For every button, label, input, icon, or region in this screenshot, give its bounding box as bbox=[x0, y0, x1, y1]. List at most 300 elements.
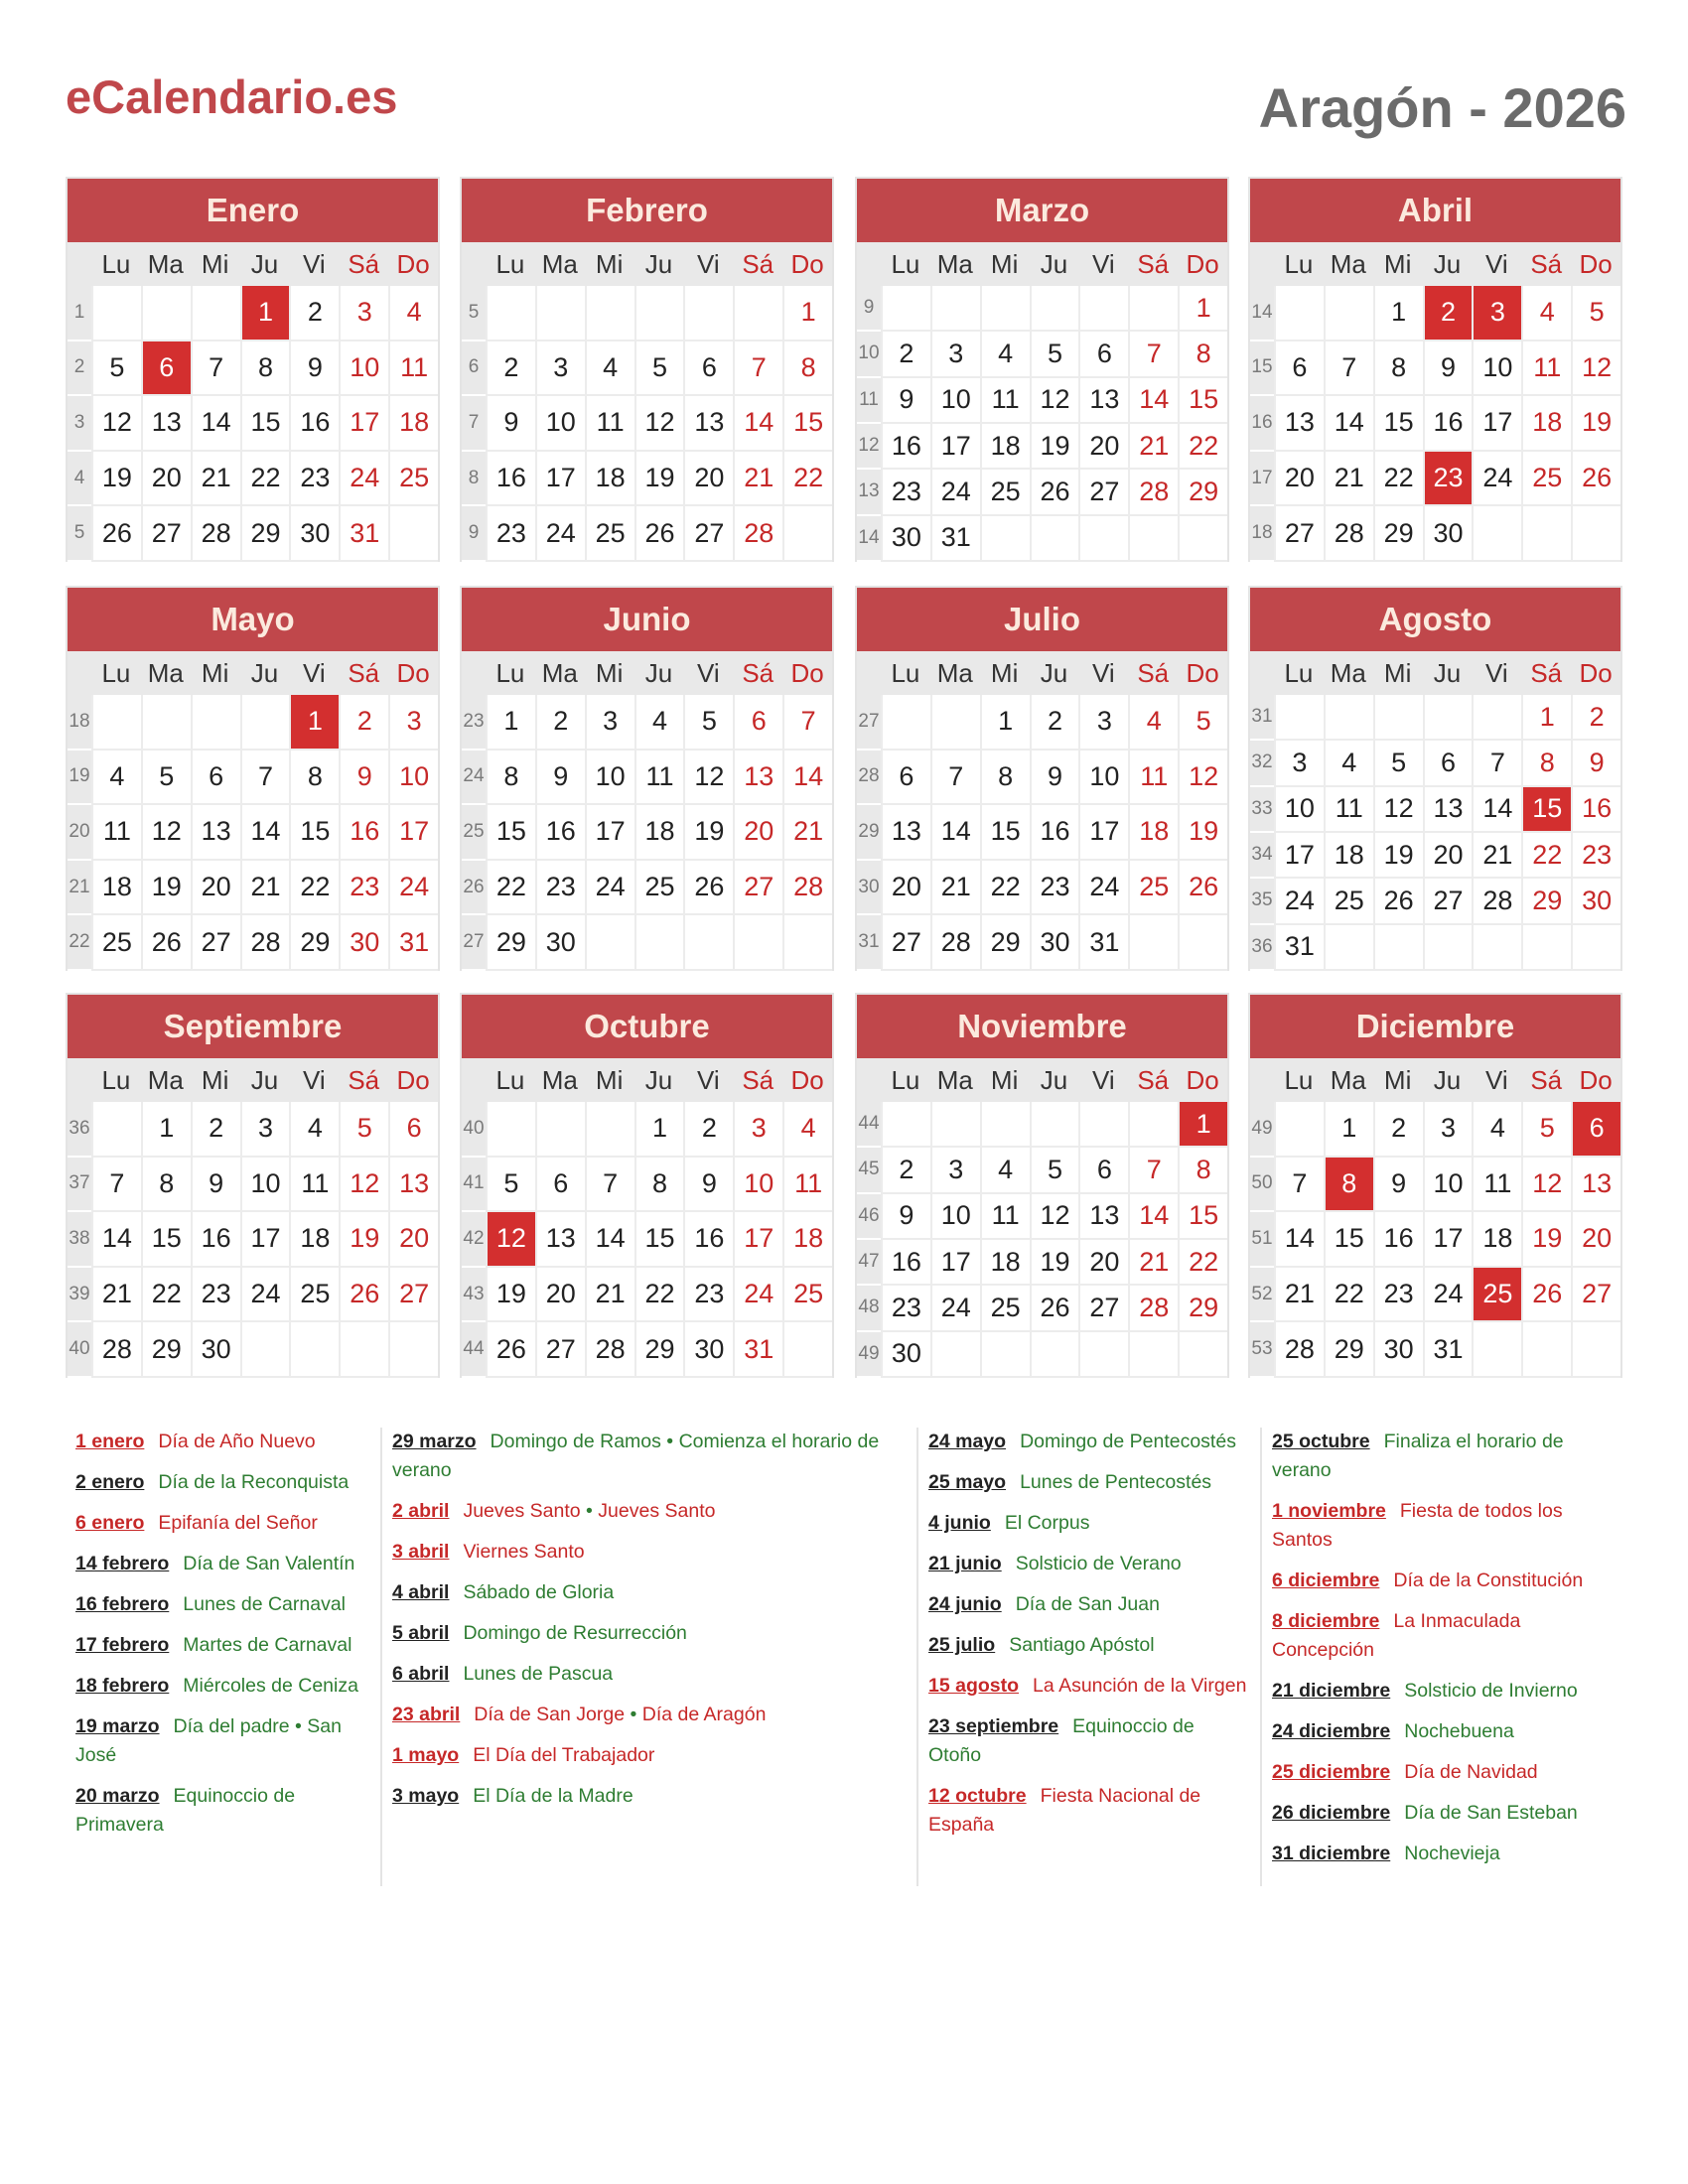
day-cell[interactable]: 11 bbox=[980, 1194, 1030, 1240]
day-cell[interactable]: 25 bbox=[1128, 861, 1178, 916]
day-cell[interactable]: 25 bbox=[980, 470, 1030, 515]
day-cell[interactable]: 13 bbox=[1078, 1194, 1128, 1240]
day-cell[interactable]: 8 bbox=[782, 341, 832, 397]
day-cell[interactable]: 29 bbox=[486, 915, 535, 971]
day-cell[interactable]: 13 bbox=[1423, 787, 1473, 833]
day-cell[interactable]: 28 bbox=[1128, 1286, 1178, 1331]
day-cell[interactable]: 7 bbox=[1274, 1158, 1324, 1213]
day-cell[interactable]: 15 bbox=[141, 1212, 191, 1268]
day-cell[interactable]: 17 bbox=[930, 1240, 980, 1286]
day-cell[interactable]: 8 bbox=[1521, 741, 1571, 786]
day-cell[interactable]: 7 bbox=[782, 695, 832, 751]
day-cell[interactable]: 16 bbox=[1030, 805, 1079, 861]
day-cell[interactable]: 5 bbox=[1030, 1148, 1079, 1193]
day-cell[interactable]: 26 bbox=[1030, 470, 1079, 515]
event-date-link[interactable]: 2 enero bbox=[75, 1471, 145, 1493]
event-date-link[interactable]: 25 julio bbox=[928, 1634, 996, 1656]
day-cell[interactable]: 8 bbox=[486, 751, 535, 806]
day-cell[interactable]: 3 bbox=[1274, 741, 1324, 786]
day-cell[interactable]: 7 bbox=[930, 751, 980, 806]
day-cell[interactable]: 26 bbox=[1178, 861, 1227, 916]
day-cell[interactable]: 12 bbox=[486, 1212, 535, 1268]
day-cell[interactable]: 15 bbox=[240, 396, 290, 452]
day-cell[interactable]: 16 bbox=[535, 805, 585, 861]
day-cell[interactable]: 7 bbox=[1128, 332, 1178, 377]
event-date-link[interactable]: 16 febrero bbox=[75, 1593, 170, 1615]
day-cell[interactable]: 24 bbox=[388, 861, 438, 916]
day-cell[interactable]: 6 bbox=[733, 695, 782, 751]
day-cell[interactable]: 18 bbox=[388, 396, 438, 452]
day-cell[interactable]: 1 bbox=[240, 286, 290, 341]
day-cell[interactable]: 27 bbox=[141, 506, 191, 562]
day-cell[interactable]: 10 bbox=[930, 1194, 980, 1240]
day-cell[interactable]: 30 bbox=[1571, 879, 1620, 924]
day-cell[interactable]: 9 bbox=[881, 1194, 930, 1240]
day-cell[interactable]: 9 bbox=[1030, 751, 1079, 806]
day-cell[interactable]: 29 bbox=[141, 1322, 191, 1378]
day-cell[interactable]: 14 bbox=[1274, 1212, 1324, 1268]
day-cell[interactable]: 6 bbox=[535, 1158, 585, 1213]
day-cell[interactable]: 20 bbox=[1078, 1240, 1128, 1286]
day-cell[interactable]: 4 bbox=[634, 695, 684, 751]
day-cell[interactable]: 31 bbox=[1423, 1322, 1473, 1378]
day-cell[interactable]: 23 bbox=[289, 452, 339, 507]
day-cell[interactable]: 4 bbox=[1324, 741, 1373, 786]
event-date-link[interactable]: 24 diciembre bbox=[1272, 1720, 1391, 1742]
day-cell[interactable]: 2 bbox=[486, 341, 535, 397]
day-cell[interactable]: 21 bbox=[1472, 833, 1521, 879]
day-cell[interactable]: 1 bbox=[289, 695, 339, 751]
day-cell[interactable]: 23 bbox=[535, 861, 585, 916]
event-date-link[interactable]: 17 febrero bbox=[75, 1634, 170, 1656]
day-cell[interactable]: 3 bbox=[585, 695, 634, 751]
day-cell[interactable]: 30 bbox=[1030, 915, 1079, 971]
day-cell[interactable]: 2 bbox=[881, 1148, 930, 1193]
day-cell[interactable]: 27 bbox=[881, 915, 930, 971]
day-cell[interactable]: 17 bbox=[585, 805, 634, 861]
day-cell[interactable]: 22 bbox=[634, 1268, 684, 1323]
day-cell[interactable]: 28 bbox=[91, 1322, 141, 1378]
day-cell[interactable]: 11 bbox=[91, 805, 141, 861]
day-cell[interactable]: 1 bbox=[486, 695, 535, 751]
day-cell[interactable]: 5 bbox=[486, 1158, 535, 1213]
day-cell[interactable]: 18 bbox=[634, 805, 684, 861]
day-cell[interactable]: 30 bbox=[683, 1322, 733, 1378]
day-cell[interactable]: 2 bbox=[1373, 1102, 1423, 1158]
day-cell[interactable]: 15 bbox=[1521, 787, 1571, 833]
day-cell[interactable]: 27 bbox=[535, 1322, 585, 1378]
day-cell[interactable]: 1 bbox=[980, 695, 1030, 751]
day-cell[interactable]: 26 bbox=[486, 1322, 535, 1378]
day-cell[interactable]: 25 bbox=[289, 1268, 339, 1323]
day-cell[interactable]: 5 bbox=[141, 751, 191, 806]
day-cell[interactable]: 21 bbox=[782, 805, 832, 861]
day-cell[interactable]: 8 bbox=[289, 751, 339, 806]
day-cell[interactable]: 17 bbox=[339, 396, 388, 452]
day-cell[interactable]: 17 bbox=[1472, 396, 1521, 452]
day-cell[interactable]: 18 bbox=[1472, 1212, 1521, 1268]
day-cell[interactable]: 18 bbox=[782, 1212, 832, 1268]
day-cell[interactable]: 23 bbox=[1571, 833, 1620, 879]
day-cell[interactable]: 1 bbox=[1373, 286, 1423, 341]
day-cell[interactable]: 26 bbox=[1571, 452, 1620, 507]
day-cell[interactable]: 20 bbox=[733, 805, 782, 861]
day-cell[interactable]: 27 bbox=[1274, 506, 1324, 562]
day-cell[interactable]: 25 bbox=[634, 861, 684, 916]
day-cell[interactable]: 28 bbox=[733, 506, 782, 562]
event-date-link[interactable]: 6 abril bbox=[392, 1663, 450, 1685]
day-cell[interactable]: 4 bbox=[782, 1102, 832, 1158]
day-cell[interactable]: 22 bbox=[240, 452, 290, 507]
day-cell[interactable]: 29 bbox=[289, 915, 339, 971]
day-cell[interactable]: 7 bbox=[585, 1158, 634, 1213]
day-cell[interactable]: 13 bbox=[1078, 378, 1128, 424]
day-cell[interactable]: 26 bbox=[683, 861, 733, 916]
event-date-link[interactable]: 19 marzo bbox=[75, 1715, 160, 1737]
day-cell[interactable]: 3 bbox=[388, 695, 438, 751]
day-cell[interactable]: 25 bbox=[1521, 452, 1571, 507]
day-cell[interactable]: 25 bbox=[91, 915, 141, 971]
day-cell[interactable]: 2 bbox=[683, 1102, 733, 1158]
day-cell[interactable]: 16 bbox=[191, 1212, 240, 1268]
day-cell[interactable]: 19 bbox=[1030, 424, 1079, 470]
day-cell[interactable]: 12 bbox=[1373, 787, 1423, 833]
day-cell[interactable]: 7 bbox=[191, 341, 240, 397]
day-cell[interactable]: 4 bbox=[91, 751, 141, 806]
day-cell[interactable]: 2 bbox=[881, 332, 930, 377]
day-cell[interactable]: 27 bbox=[388, 1268, 438, 1323]
day-cell[interactable]: 26 bbox=[141, 915, 191, 971]
event-date-link[interactable]: 29 marzo bbox=[392, 1431, 477, 1452]
day-cell[interactable]: 15 bbox=[980, 805, 1030, 861]
day-cell[interactable]: 3 bbox=[930, 332, 980, 377]
day-cell[interactable]: 21 bbox=[1274, 1268, 1324, 1323]
day-cell[interactable]: 18 bbox=[1324, 833, 1373, 879]
day-cell[interactable]: 29 bbox=[980, 915, 1030, 971]
day-cell[interactable]: 15 bbox=[486, 805, 535, 861]
day-cell[interactable]: 20 bbox=[683, 452, 733, 507]
day-cell[interactable]: 10 bbox=[1274, 787, 1324, 833]
day-cell[interactable]: 4 bbox=[980, 332, 1030, 377]
day-cell[interactable]: 22 bbox=[1178, 1240, 1227, 1286]
day-cell[interactable]: 31 bbox=[339, 506, 388, 562]
day-cell[interactable]: 19 bbox=[91, 452, 141, 507]
day-cell[interactable]: 6 bbox=[881, 751, 930, 806]
day-cell[interactable]: 4 bbox=[1472, 1102, 1521, 1158]
day-cell[interactable]: 2 bbox=[289, 286, 339, 341]
day-cell[interactable]: 20 bbox=[881, 861, 930, 916]
day-cell[interactable]: 5 bbox=[1030, 332, 1079, 377]
day-cell[interactable]: 15 bbox=[1178, 378, 1227, 424]
day-cell[interactable]: 3 bbox=[930, 1148, 980, 1193]
day-cell[interactable]: 11 bbox=[1324, 787, 1373, 833]
day-cell[interactable]: 13 bbox=[535, 1212, 585, 1268]
day-cell[interactable]: 10 bbox=[1472, 341, 1521, 397]
day-cell[interactable]: 11 bbox=[1128, 751, 1178, 806]
event-date-link[interactable]: 15 agosto bbox=[928, 1675, 1020, 1697]
day-cell[interactable]: 20 bbox=[1423, 833, 1473, 879]
day-cell[interactable]: 9 bbox=[486, 396, 535, 452]
day-cell[interactable]: 10 bbox=[585, 751, 634, 806]
day-cell[interactable]: 14 bbox=[733, 396, 782, 452]
day-cell[interactable]: 11 bbox=[634, 751, 684, 806]
day-cell[interactable]: 28 bbox=[1472, 879, 1521, 924]
day-cell[interactable]: 10 bbox=[1078, 751, 1128, 806]
day-cell[interactable]: 6 bbox=[191, 751, 240, 806]
event-date-link[interactable]: 25 mayo bbox=[928, 1471, 1007, 1493]
event-date-link[interactable]: 5 abril bbox=[392, 1622, 450, 1644]
day-cell[interactable]: 30 bbox=[881, 1332, 930, 1378]
day-cell[interactable]: 28 bbox=[1324, 506, 1373, 562]
day-cell[interactable]: 26 bbox=[91, 506, 141, 562]
day-cell[interactable]: 8 bbox=[1324, 1158, 1373, 1213]
day-cell[interactable]: 13 bbox=[683, 396, 733, 452]
day-cell[interactable]: 1 bbox=[1178, 1102, 1227, 1148]
day-cell[interactable]: 3 bbox=[339, 286, 388, 341]
event-date-link[interactable]: 4 abril bbox=[392, 1581, 450, 1603]
day-cell[interactable]: 4 bbox=[289, 1102, 339, 1158]
day-cell[interactable]: 24 bbox=[240, 1268, 290, 1323]
day-cell[interactable]: 27 bbox=[1423, 879, 1473, 924]
day-cell[interactable]: 9 bbox=[339, 751, 388, 806]
day-cell[interactable]: 5 bbox=[634, 341, 684, 397]
day-cell[interactable]: 16 bbox=[683, 1212, 733, 1268]
event-date-link[interactable]: 6 diciembre bbox=[1272, 1570, 1380, 1591]
day-cell[interactable]: 10 bbox=[930, 378, 980, 424]
day-cell[interactable]: 3 bbox=[1078, 695, 1128, 751]
day-cell[interactable]: 21 bbox=[91, 1268, 141, 1323]
day-cell[interactable]: 12 bbox=[1521, 1158, 1571, 1213]
day-cell[interactable]: 14 bbox=[585, 1212, 634, 1268]
day-cell[interactable]: 5 bbox=[1178, 695, 1227, 751]
day-cell[interactable]: 12 bbox=[141, 805, 191, 861]
day-cell[interactable]: 24 bbox=[1472, 452, 1521, 507]
day-cell[interactable]: 11 bbox=[388, 341, 438, 397]
day-cell[interactable]: 24 bbox=[1274, 879, 1324, 924]
day-cell[interactable]: 3 bbox=[1423, 1102, 1473, 1158]
day-cell[interactable]: 27 bbox=[1078, 1286, 1128, 1331]
day-cell[interactable]: 31 bbox=[1078, 915, 1128, 971]
day-cell[interactable]: 11 bbox=[980, 378, 1030, 424]
day-cell[interactable]: 23 bbox=[1423, 452, 1473, 507]
day-cell[interactable]: 21 bbox=[191, 452, 240, 507]
day-cell[interactable]: 16 bbox=[1373, 1212, 1423, 1268]
day-cell[interactable]: 17 bbox=[733, 1212, 782, 1268]
event-date-link[interactable]: 2 abril bbox=[392, 1500, 450, 1522]
day-cell[interactable]: 12 bbox=[1030, 378, 1079, 424]
day-cell[interactable]: 6 bbox=[1078, 332, 1128, 377]
day-cell[interactable]: 24 bbox=[339, 452, 388, 507]
day-cell[interactable]: 9 bbox=[535, 751, 585, 806]
event-date-link[interactable]: 24 mayo bbox=[928, 1431, 1007, 1452]
day-cell[interactable]: 19 bbox=[1521, 1212, 1571, 1268]
day-cell[interactable]: 3 bbox=[733, 1102, 782, 1158]
day-cell[interactable]: 18 bbox=[980, 1240, 1030, 1286]
day-cell[interactable]: 30 bbox=[881, 516, 930, 562]
day-cell[interactable]: 18 bbox=[1128, 805, 1178, 861]
day-cell[interactable]: 9 bbox=[289, 341, 339, 397]
day-cell[interactable]: 24 bbox=[930, 1286, 980, 1331]
day-cell[interactable]: 31 bbox=[930, 516, 980, 562]
day-cell[interactable]: 1 bbox=[1521, 695, 1571, 741]
event-date-link[interactable]: 24 junio bbox=[928, 1593, 1002, 1615]
day-cell[interactable]: 30 bbox=[535, 915, 585, 971]
day-cell[interactable]: 25 bbox=[782, 1268, 832, 1323]
event-date-link[interactable]: 3 abril bbox=[392, 1541, 450, 1563]
day-cell[interactable]: 31 bbox=[1274, 925, 1324, 971]
day-cell[interactable]: 30 bbox=[1423, 506, 1473, 562]
day-cell[interactable]: 23 bbox=[1030, 861, 1079, 916]
day-cell[interactable]: 2 bbox=[1423, 286, 1473, 341]
day-cell[interactable]: 29 bbox=[1178, 470, 1227, 515]
day-cell[interactable]: 29 bbox=[1373, 506, 1423, 562]
day-cell[interactable]: 24 bbox=[1423, 1268, 1473, 1323]
event-date-link[interactable]: 18 febrero bbox=[75, 1675, 170, 1697]
day-cell[interactable]: 8 bbox=[141, 1158, 191, 1213]
day-cell[interactable]: 27 bbox=[191, 915, 240, 971]
day-cell[interactable]: 15 bbox=[634, 1212, 684, 1268]
day-cell[interactable]: 31 bbox=[733, 1322, 782, 1378]
day-cell[interactable]: 6 bbox=[683, 341, 733, 397]
event-date-link[interactable]: 12 octubre bbox=[928, 1785, 1027, 1807]
day-cell[interactable]: 30 bbox=[1373, 1322, 1423, 1378]
day-cell[interactable]: 27 bbox=[733, 861, 782, 916]
day-cell[interactable]: 13 bbox=[191, 805, 240, 861]
day-cell[interactable]: 7 bbox=[733, 341, 782, 397]
day-cell[interactable]: 2 bbox=[535, 695, 585, 751]
event-date-link[interactable]: 20 marzo bbox=[75, 1785, 160, 1807]
day-cell[interactable]: 7 bbox=[1128, 1148, 1178, 1193]
day-cell[interactable]: 22 bbox=[1373, 452, 1423, 507]
day-cell[interactable]: 5 bbox=[1571, 286, 1620, 341]
event-date-link[interactable]: 21 diciembre bbox=[1272, 1680, 1391, 1702]
day-cell[interactable]: 30 bbox=[339, 915, 388, 971]
day-cell[interactable]: 25 bbox=[980, 1286, 1030, 1331]
day-cell[interactable]: 16 bbox=[881, 424, 930, 470]
day-cell[interactable]: 15 bbox=[1178, 1194, 1227, 1240]
day-cell[interactable]: 13 bbox=[881, 805, 930, 861]
day-cell[interactable]: 18 bbox=[1521, 396, 1571, 452]
event-date-link[interactable]: 31 diciembre bbox=[1272, 1843, 1391, 1864]
day-cell[interactable]: 10 bbox=[1423, 1158, 1473, 1213]
day-cell[interactable]: 5 bbox=[1373, 741, 1423, 786]
day-cell[interactable]: 23 bbox=[881, 470, 930, 515]
day-cell[interactable]: 24 bbox=[585, 861, 634, 916]
day-cell[interactable]: 22 bbox=[782, 452, 832, 507]
day-cell[interactable]: 5 bbox=[1521, 1102, 1571, 1158]
day-cell[interactable]: 15 bbox=[289, 805, 339, 861]
day-cell[interactable]: 14 bbox=[782, 751, 832, 806]
day-cell[interactable]: 29 bbox=[240, 506, 290, 562]
day-cell[interactable]: 21 bbox=[240, 861, 290, 916]
day-cell[interactable]: 24 bbox=[733, 1268, 782, 1323]
day-cell[interactable]: 25 bbox=[1472, 1268, 1521, 1323]
day-cell[interactable]: 7 bbox=[240, 751, 290, 806]
day-cell[interactable]: 8 bbox=[1178, 332, 1227, 377]
day-cell[interactable]: 27 bbox=[1571, 1268, 1620, 1323]
day-cell[interactable]: 11 bbox=[585, 396, 634, 452]
day-cell[interactable]: 19 bbox=[1571, 396, 1620, 452]
day-cell[interactable]: 8 bbox=[1178, 1148, 1227, 1193]
day-cell[interactable]: 29 bbox=[1521, 879, 1571, 924]
day-cell[interactable]: 21 bbox=[733, 452, 782, 507]
day-cell[interactable]: 14 bbox=[930, 805, 980, 861]
day-cell[interactable]: 18 bbox=[91, 861, 141, 916]
day-cell[interactable]: 28 bbox=[191, 506, 240, 562]
day-cell[interactable]: 27 bbox=[683, 506, 733, 562]
day-cell[interactable]: 12 bbox=[683, 751, 733, 806]
day-cell[interactable]: 16 bbox=[289, 396, 339, 452]
day-cell[interactable]: 6 bbox=[1423, 741, 1473, 786]
day-cell[interactable]: 28 bbox=[585, 1322, 634, 1378]
day-cell[interactable]: 12 bbox=[634, 396, 684, 452]
day-cell[interactable]: 9 bbox=[1373, 1158, 1423, 1213]
day-cell[interactable]: 22 bbox=[141, 1268, 191, 1323]
day-cell[interactable]: 4 bbox=[1521, 286, 1571, 341]
day-cell[interactable]: 20 bbox=[388, 1212, 438, 1268]
day-cell[interactable]: 6 bbox=[1078, 1148, 1128, 1193]
day-cell[interactable]: 10 bbox=[388, 751, 438, 806]
day-cell[interactable]: 21 bbox=[1128, 424, 1178, 470]
day-cell[interactable]: 29 bbox=[1324, 1322, 1373, 1378]
day-cell[interactable]: 17 bbox=[535, 452, 585, 507]
day-cell[interactable]: 28 bbox=[1274, 1322, 1324, 1378]
day-cell[interactable]: 14 bbox=[240, 805, 290, 861]
day-cell[interactable]: 2 bbox=[191, 1102, 240, 1158]
day-cell[interactable]: 9 bbox=[881, 378, 930, 424]
day-cell[interactable]: 20 bbox=[141, 452, 191, 507]
day-cell[interactable]: 20 bbox=[1274, 452, 1324, 507]
day-cell[interactable]: 20 bbox=[1571, 1212, 1620, 1268]
day-cell[interactable]: 26 bbox=[1521, 1268, 1571, 1323]
day-cell[interactable]: 4 bbox=[585, 341, 634, 397]
day-cell[interactable]: 13 bbox=[1571, 1158, 1620, 1213]
day-cell[interactable]: 3 bbox=[240, 1102, 290, 1158]
day-cell[interactable]: 17 bbox=[1274, 833, 1324, 879]
day-cell[interactable]: 4 bbox=[980, 1148, 1030, 1193]
day-cell[interactable]: 16 bbox=[1423, 396, 1473, 452]
day-cell[interactable]: 14 bbox=[1128, 378, 1178, 424]
day-cell[interactable]: 19 bbox=[141, 861, 191, 916]
day-cell[interactable]: 15 bbox=[1324, 1212, 1373, 1268]
event-date-link[interactable]: 14 febrero bbox=[75, 1553, 170, 1574]
day-cell[interactable]: 11 bbox=[1472, 1158, 1521, 1213]
day-cell[interactable]: 18 bbox=[585, 452, 634, 507]
day-cell[interactable]: 31 bbox=[388, 915, 438, 971]
day-cell[interactable]: 23 bbox=[339, 861, 388, 916]
day-cell[interactable]: 5 bbox=[683, 695, 733, 751]
day-cell[interactable]: 12 bbox=[339, 1158, 388, 1213]
day-cell[interactable]: 23 bbox=[881, 1286, 930, 1331]
event-date-link[interactable]: 1 enero bbox=[75, 1431, 145, 1452]
day-cell[interactable]: 14 bbox=[91, 1212, 141, 1268]
day-cell[interactable]: 28 bbox=[1128, 470, 1178, 515]
day-cell[interactable]: 16 bbox=[1571, 787, 1620, 833]
day-cell[interactable]: 6 bbox=[141, 341, 191, 397]
day-cell[interactable]: 24 bbox=[535, 506, 585, 562]
day-cell[interactable]: 21 bbox=[930, 861, 980, 916]
event-date-link[interactable]: 4 junio bbox=[928, 1512, 991, 1534]
day-cell[interactable]: 17 bbox=[1078, 805, 1128, 861]
day-cell[interactable]: 19 bbox=[339, 1212, 388, 1268]
day-cell[interactable]: 13 bbox=[1274, 396, 1324, 452]
day-cell[interactable]: 8 bbox=[1373, 341, 1423, 397]
day-cell[interactable]: 5 bbox=[91, 341, 141, 397]
day-cell[interactable]: 25 bbox=[388, 452, 438, 507]
day-cell[interactable]: 21 bbox=[1324, 452, 1373, 507]
day-cell[interactable]: 10 bbox=[339, 341, 388, 397]
day-cell[interactable]: 22 bbox=[486, 861, 535, 916]
